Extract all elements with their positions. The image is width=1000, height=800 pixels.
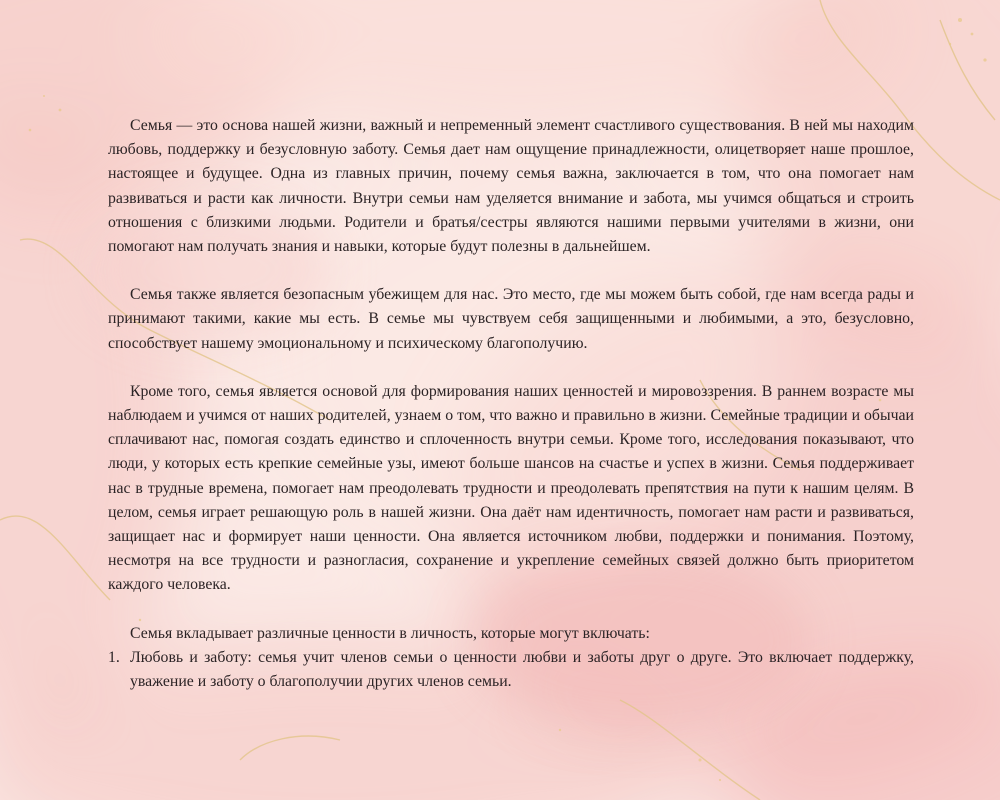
paragraph-safe-haven: Семья также является безопасным убежищем для нас. Это место, где мы можем быть собой, где нам всегда рады и принимают такими, какие мы есть. В семье мы чувствуем себя защищенными и любимыми, а это, безусловно, способствует нашему эмоциональному и психическому благополучию. — [108, 286, 914, 352]
paragraph-values-worldview: Кроме того, семья является основой для формирования наших ценностей и мировоззрения. В раннем возрасте мы наблюдаем и учимся от наших родителей, узнаем о том, что важно и правильно в жизни. Семейные традиции и обычаи сплачивают нас, помогая создать единство и сплоченность внутри семьи. Кроме того, исследования показывают, что люди, у которых есть крепкие семейные узы, имеют больше шансов на счастье и успех в жизни. Семья поддерживает нас в трудные времена, помогает нам преодолевать трудности и преодолевать препятствия на пути к нашим целям. В целом, семья играет решающую роль в нашей жизни. Она даёт нам идентичность, помогает нам расти и развиваться, защищает нас и формирует наши ценности. Она является источником любви, поддержки и понимания. Поэтому, несмотря на все трудности и разногласия, сохранение и укрепление семейных связей должно быть приоритетом каждого человека. — [108, 382, 914, 594]
document-body — [108, 114, 914, 694]
list-item-number: 1. — [108, 648, 120, 666]
list-item — [108, 646, 914, 694]
list-item-text: Любовь и заботу: семья учит членов семьи о ценности любви и заботы друг о друге. Это включает поддержку, уважение и заботу о благополучии других членов семьи. — [130, 648, 914, 691]
paragraph-family-foundation: Семья — это основа нашей жизни, важный и непременный элемент счастливого существования. В ней мы находим любовь, поддержку и безусловную заботу. Семья дает нам ощущение принадлежности, олицетворяет наше прошлое, настоящее и будущее. Одна из главных причин, почему семья важна, заключается в том, что она помогает нам развиваться и расти как личности. Внутри семьи нам уделяется внимание и забота, мы учимся общаться и строить отношения с близкими людьми. Родители и братья/сестры являются нашими первыми учителями в жизни, они помогают нам получать знания и навыки, которые будут полезны в дальнейшем. — [108, 117, 914, 256]
list-intro: Семья вкладывает различные ценности в личность, которые могут включать: — [130, 624, 650, 642]
values-list — [108, 646, 914, 694]
